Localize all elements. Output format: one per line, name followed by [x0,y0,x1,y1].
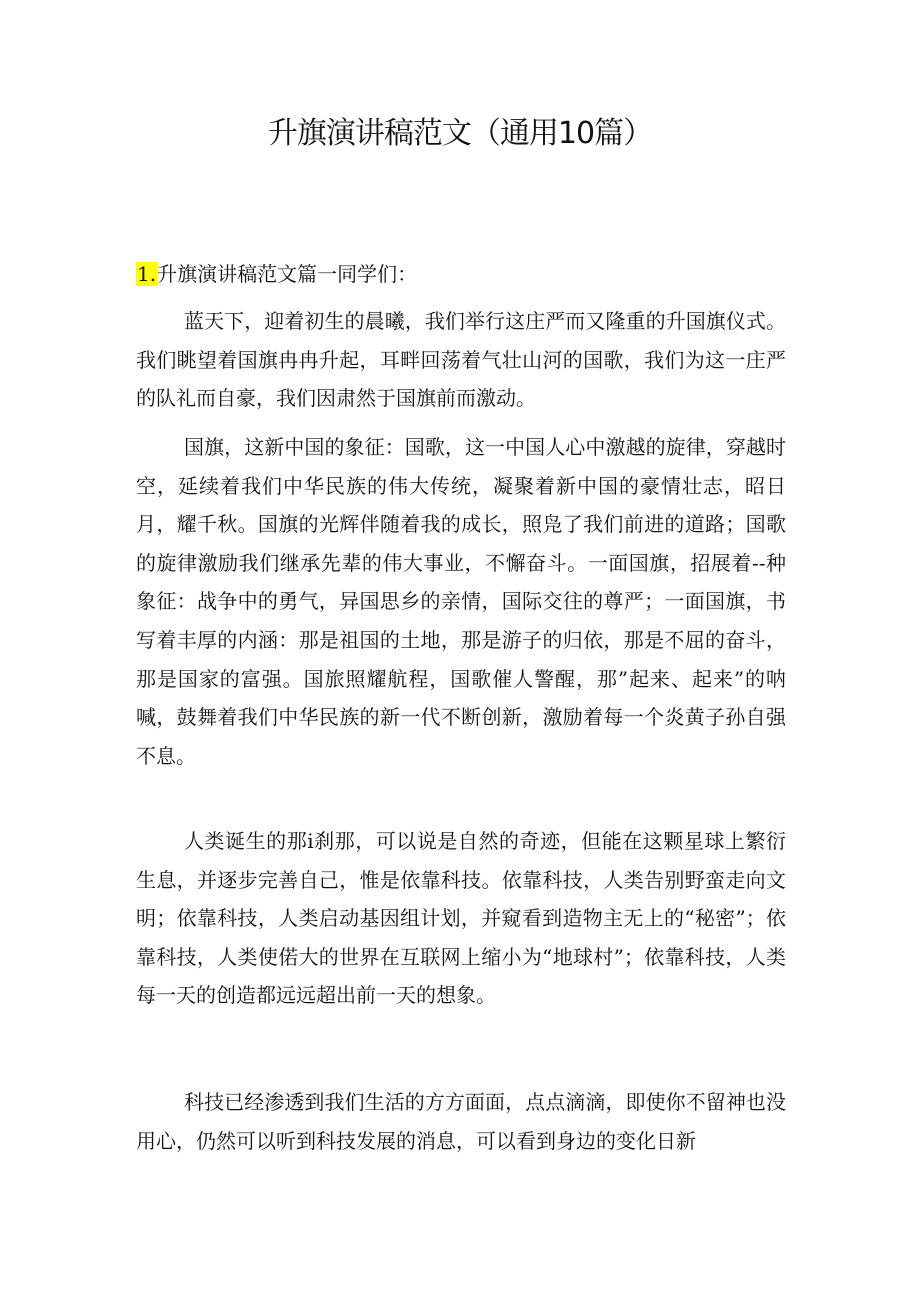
paragraph-1: 蓝天下，迎着初生的晨曦，我们举行这庄严而又隆重的升国旗仪式。我们眺望着国旗冉冉升起，耳畔回荡着气壮山河的国歌，我们为这一庄严的队礼而自豪，我们因肃然于国旗前而激动。 [136,309,786,411]
paragraph-4: 科技已经渗透到我们生活的方方面面，点点滴滴，即使你不留神也没用心，仍然可以听到科技发展的消息，可以看到身边的变化日新 [136,1090,786,1153]
section-number-highlight: 1. [137,262,157,286]
paragraph-3: 人类诞生的那i刹那，可以说是自然的奇迹，但能在这颗星球上繁衍生息，并逐步完善自己，惟是依靠科技。依靠科技，人类告别野蛮走向文明；依靠科技，人类启动基因组计划，并窥看到造物主无上的“秘密”；依靠科技，人类使偌大的世界在互联网上缩小为“地球村”；依靠科技，人类每一天的创造都远远超出前一天的想象。 [136,829,786,1008]
section-heading-text: 升旗演讲稿范文篇一同学们： [157,262,418,286]
section-heading [136,254,417,294]
paragraph-2: 国旗，这新中国的象征：国歌，这一中国人心中激越的旋律，穿越时空，延续着我们中华民族的伟大传统，凝聚着新中国的豪情壮志，昭日月，耀千秋。国旗的光辉伴随着我的成长，照凫了我们前进的道路；国歌的旋律激励我们继承先辈的伟大事业，不懈奋斗。一面国旗，招展着--种象征：战争中的勇气，异国思乡的亲情，国际交往的尊严；一面国旗，书写着丰厚的内涵：那是祖国的土地，那是游子的归依，那是不屈的奋斗，那是国家的富强。国旅照耀航程，国歌催人警醒，那”起来、起来”的呐喊，鼓舞着我们中华民族的新一代不断创新，激励着每一个炎黄子孙自强不息。 [136,435,786,768]
document-title: 升旗演讲稿范文（通用10篇） [267,116,653,151]
